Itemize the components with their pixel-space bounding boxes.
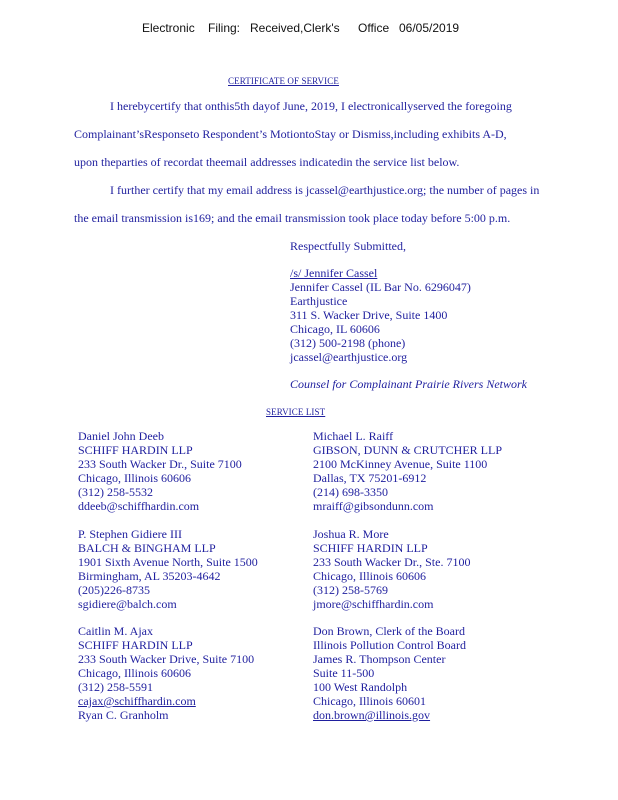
header-office: Office: [358, 21, 390, 35]
entry-line: SCHIFF HARDIN LLP: [78, 443, 193, 457]
entry-line: (205)226-8735: [78, 583, 150, 597]
entry-line: 1901 Sixth Avenue North, Suite 1500: [78, 555, 258, 569]
signature-role: Counsel for Complainant Prairie Rivers Network: [290, 377, 527, 391]
certificate-paragraph-1: [74, 92, 594, 232]
service-entry: [313, 429, 502, 513]
signature-line: /s/ Jennifer Cassel: [290, 266, 378, 280]
entry-line: P. Stephen Gidiere III: [78, 527, 182, 541]
entry-line: (312) 258-5769: [313, 583, 388, 597]
signature-org: Earthjustice: [290, 294, 348, 308]
entry-line: BALCH & BINGHAM LLP: [78, 541, 216, 555]
service-entry: [313, 527, 470, 611]
p1-line-1: I herebycertify that onthis5th dayof June, 2019, I electronicallyserved the foregoing: [110, 99, 512, 113]
signature-phone: (312) 500-2198 (phone): [290, 336, 406, 350]
entry-line: 2100 McKinney Avenue, Suite 1100: [313, 457, 488, 471]
header-date: 06/05/2019: [399, 21, 460, 35]
service-entry: [78, 624, 254, 722]
service-list-title: SERVICE LIST: [266, 407, 326, 417]
signature-block: [290, 266, 471, 364]
entry-email-link[interactable]: jmore@schiffhardin.com: [313, 597, 434, 611]
entry-line: (312) 258-5591: [78, 680, 153, 694]
signature-closing: Respectfully Submitted,: [290, 239, 406, 253]
entry-line: Caitlin M. Ajax: [78, 624, 153, 638]
entry-email-link[interactable]: don.brown@illinois.gov: [313, 708, 431, 722]
header-electronic: Electronic: [142, 21, 195, 35]
entry-line: Don Brown, Clerk of the Board: [313, 624, 465, 638]
entry-line: Birmingham, AL 35203-4642: [78, 569, 221, 583]
entry-line: 233 South Wacker Dr., Ste. 7100: [313, 555, 471, 569]
entry-line: 100 West Randolph: [313, 680, 408, 694]
entry-line: Suite 11-500: [313, 666, 375, 680]
service-entry: [78, 527, 258, 611]
entry-email-link[interactable]: ddeeb@schiffhardin.com: [78, 499, 200, 513]
entry-line: Michael L. Raiff: [313, 429, 394, 443]
entry-line: Joshua R. More: [313, 527, 389, 541]
service-entry: [313, 624, 466, 722]
signature-name: Jennifer Cassel (IL Bar No. 6296047): [290, 280, 471, 294]
entry-line: Chicago, Illinois 60601: [313, 694, 426, 708]
entry-line: Ryan C. Granholm: [78, 708, 169, 722]
entry-email-link[interactable]: cajax@schiffhardin.com: [78, 694, 196, 708]
p2-line-2: the email transmission is169; and the email transmission took place today before 5:00 p.m.: [74, 211, 511, 225]
entry-line: Chicago, Illinois 60606: [313, 569, 426, 583]
entry-line: (214) 698-3350: [313, 485, 388, 499]
signature-street: 311 S. Wacker Drive, Suite 1400: [290, 308, 448, 322]
entry-line: SCHIFF HARDIN LLP: [313, 541, 428, 555]
entry-line: Chicago, Illinois 60606: [78, 471, 191, 485]
entry-line: GIBSON, DUNN & CRUTCHER LLP: [313, 443, 503, 457]
entry-line: James R. Thompson Center: [313, 652, 446, 666]
entry-line: Dallas, TX 75201-6912: [313, 471, 427, 485]
p1-line-3: upon theparties of recordat theemail addresses indicatedin the service list below.: [74, 155, 460, 169]
entry-line: (312) 258-5532: [78, 485, 153, 499]
certificate-title: CERTIFICATE OF SERVICE: [228, 76, 339, 86]
p1-line-2: Complainant’sResponseto Respondent’s MotiontoStay or Dismiss,including exhibits A-D,: [74, 127, 507, 141]
entry-email-link[interactable]: sgidiere@balch.com: [78, 597, 177, 611]
entry-line: Illinois Pollution Control Board: [313, 638, 467, 652]
entry-line: Daniel John Deeb: [78, 429, 164, 443]
header-filing: Filing:: [208, 21, 241, 35]
entry-line: Chicago, Illinois 60606: [78, 666, 191, 680]
p2-line-1: I further certify that my email address is jcassel@earthjustice.org; the number of pages in: [110, 183, 540, 197]
entry-line: 233 South Wacker Dr., Suite 7100: [78, 457, 242, 471]
entry-line: SCHIFF HARDIN LLP: [78, 638, 193, 652]
entry-email-link[interactable]: mraiff@gibsondunn.com: [313, 499, 434, 513]
header-received: Received,Clerk's: [250, 21, 340, 35]
signature-email: jcassel@earthjustice.org: [290, 350, 408, 364]
entry-line: 233 South Wacker Drive, Suite 7100: [78, 652, 255, 666]
signature-city: Chicago, IL 60606: [290, 322, 380, 336]
service-entry: [78, 429, 242, 513]
